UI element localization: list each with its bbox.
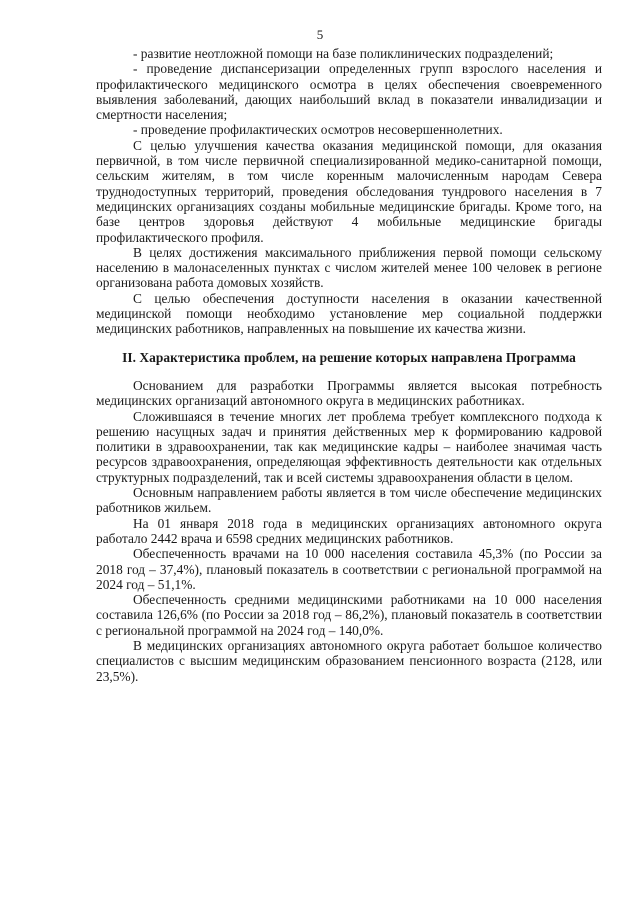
section-heading: II. Характеристика проблем, на решение которых направлена Программа (122, 349, 576, 365)
paragraph: Основанием для разработки Программы является высокая потребность медицинских организаций автономного округа в медицинских работниках. (96, 377, 602, 409)
paragraph: Обеспеченность врачами на 10 000 населения составила 45,3% (по России за 2018 год – 37,4%), плановый показатель в соответствии с региональной программой на 2024 год – 51,1%. (96, 546, 602, 592)
document-body (96, 46, 602, 684)
paragraph: - проведение профилактических осмотров несовершеннолетних. (133, 122, 503, 138)
paragraph: С целью обеспечения доступности населения в оказании качественной медицинской помощи необходимо установление мер социальной поддержки медицинских работников, направленных на повышение их качества жизни. (96, 290, 602, 337)
page-number: 5 (316, 27, 324, 42)
paragraph: На 01 января 2018 года в медицинских организациях автономного округа работало 2442 врача и 6598 средних медицинских работников. (96, 515, 602, 546)
paragraph: С целью улучшения качества оказания медицинской помощи, для оказания первичной, в том числе первичной специализированной медико-санитарной помощи, сельским жителям, в том числе коренным малочисленным народам Севера труднодоступных территорий, проведения обследования тундрового населения в 7 медицинских организациях созданы мобильные медицинские бригады. Кроме того, на базе центров здоровья действуют 4 мобильные медицинские бригады профилактического профиля. (96, 137, 602, 245)
paragraph: - проведение диспансеризации определенных групп взрослого населения и профилактического медицинского осмотра в целях обеспечения своевременного выявления заболеваний, дающих наибольший вклад в показатели инвалидизации и смертности населения; (96, 61, 602, 123)
paragraph: Основным направлением работы является в том числе обеспечение медицинских работников жильем. (96, 485, 602, 516)
paragraph: - развитие неотложной помощи на базе поликлинических подразделений; (133, 46, 554, 61)
paragraph: В медицинских организациях автономного округа работает большое количество специалистов с высшим медицинским образованием пенсионного возраста (2128, или 23,5%). (96, 637, 602, 684)
paragraph: Сложившаяся в течение многих лет проблема требует комплексного подхода к решению насущных задач и принятия действенных мер к формированию кадровой политики в здравоохранении, так как медицинские кадры – наиболее значимая часть ресурсов здравоохранения, определяющая эффективность деятельности как отдельных структурных подразделений, так и всей системы здравоохранения области в целом. (96, 408, 602, 485)
paragraph: В целях достижения максимального приближения первой помощи сельскому населению в малонаселенных пунктах с числом жителей менее 100 человек в регионе организована работа домовых хозяйств. (96, 244, 602, 291)
paragraph: Обеспеченность средними медицинскими работниками на 10 000 населения составила 126,6% (по России за 2018 год – 86,2%), плановый показатель в соответствии с региональной программой на 2024 год – 140,0%. (96, 592, 602, 638)
